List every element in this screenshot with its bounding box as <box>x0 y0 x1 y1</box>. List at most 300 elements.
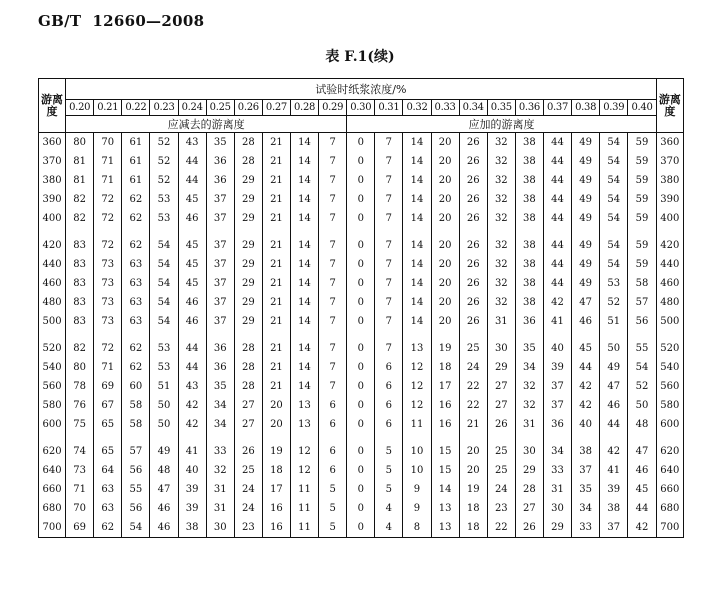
concentration-cell: 0.24 <box>178 100 206 116</box>
correction-value-cell: 14 <box>403 274 431 293</box>
correction-value-cell: 82 <box>66 209 94 228</box>
correction-value-cell: 44 <box>178 358 206 377</box>
correction-value-cell: 61 <box>122 133 150 153</box>
correction-value-cell: 21 <box>262 293 290 312</box>
correction-value-cell: 7 <box>375 236 403 255</box>
freeness-value-cell: 520 <box>39 339 66 358</box>
correction-value-cell: 5 <box>375 442 403 461</box>
freeness-value-cell: 620 <box>39 442 66 461</box>
table-row <box>39 480 684 499</box>
correction-value-cell: 7 <box>319 293 347 312</box>
correction-value-cell: 34 <box>206 415 234 434</box>
correction-value-cell: 27 <box>234 415 262 434</box>
correction-value-cell: 29 <box>234 171 262 190</box>
correction-value-cell: 57 <box>122 442 150 461</box>
concentration-cell: 0.28 <box>290 100 318 116</box>
correction-value-cell: 20 <box>431 293 459 312</box>
freeness-value-cell: 370 <box>656 152 683 171</box>
correction-value-cell: 45 <box>178 190 206 209</box>
correction-value-cell: 69 <box>94 377 122 396</box>
spacer-cell <box>290 228 318 236</box>
correction-value-cell: 19 <box>262 442 290 461</box>
correction-value-cell: 83 <box>66 255 94 274</box>
correction-value-cell: 42 <box>572 377 600 396</box>
spacer-cell <box>459 228 487 236</box>
table-row <box>39 499 684 518</box>
spacer-cell <box>290 434 318 442</box>
concentration-cell: 0.27 <box>262 100 290 116</box>
correction-value-cell: 0 <box>347 171 375 190</box>
correction-value-cell: 44 <box>178 339 206 358</box>
group-spacer <box>39 228 684 236</box>
correction-value-cell: 4 <box>375 499 403 518</box>
correction-value-cell: 42 <box>178 396 206 415</box>
correction-value-cell: 48 <box>150 461 178 480</box>
correction-value-cell: 36 <box>515 312 543 331</box>
correction-value-cell: 28 <box>234 358 262 377</box>
correction-value-cell: 52 <box>600 293 628 312</box>
correction-value-cell: 78 <box>66 377 94 396</box>
correction-value-cell: 54 <box>150 312 178 331</box>
table-body <box>39 133 684 538</box>
correction-value-cell: 56 <box>628 312 656 331</box>
spacer-cell <box>543 228 571 236</box>
correction-value-cell: 44 <box>543 152 571 171</box>
spacer-cell <box>122 331 150 339</box>
freeness-value-cell: 640 <box>656 461 683 480</box>
spacer-cell <box>487 331 515 339</box>
spacer-cell <box>515 434 543 442</box>
concentration-cell: 0.34 <box>459 100 487 116</box>
correction-value-cell: 7 <box>319 171 347 190</box>
correction-value-cell: 51 <box>600 312 628 331</box>
correction-value-cell: 31 <box>487 312 515 331</box>
spacer-cell <box>150 228 178 236</box>
correction-value-cell: 40 <box>543 339 571 358</box>
correction-value-cell: 19 <box>431 339 459 358</box>
correction-value-cell: 7 <box>319 190 347 209</box>
correction-value-cell: 46 <box>150 518 178 538</box>
correction-value-cell: 73 <box>94 255 122 274</box>
correction-value-cell: 7 <box>375 255 403 274</box>
correction-value-cell: 55 <box>628 339 656 358</box>
correction-value-cell: 37 <box>572 461 600 480</box>
correction-value-cell: 44 <box>543 209 571 228</box>
correction-value-cell: 14 <box>403 312 431 331</box>
correction-value-cell: 26 <box>459 293 487 312</box>
correction-value-cell: 37 <box>206 293 234 312</box>
correction-value-cell: 46 <box>600 396 628 415</box>
concentration-cell: 0.29 <box>319 100 347 116</box>
freeness-value-cell: 580 <box>39 396 66 415</box>
correction-value-cell: 49 <box>572 209 600 228</box>
correction-value-cell: 18 <box>262 461 290 480</box>
correction-value-cell: 50 <box>150 396 178 415</box>
correction-value-cell: 59 <box>628 133 656 153</box>
freeness-value-cell: 500 <box>39 312 66 331</box>
correction-value-cell: 14 <box>290 358 318 377</box>
correction-value-cell: 28 <box>234 377 262 396</box>
spacer-cell <box>234 228 262 236</box>
freeness-value-cell: 460 <box>39 274 66 293</box>
correction-value-cell: 50 <box>628 396 656 415</box>
concentration-cell: 0.39 <box>600 100 628 116</box>
correction-value-cell: 80 <box>66 133 94 153</box>
correction-value-cell: 18 <box>459 499 487 518</box>
correction-value-cell: 12 <box>290 442 318 461</box>
correction-value-cell: 72 <box>94 236 122 255</box>
correction-value-cell: 33 <box>206 442 234 461</box>
correction-value-cell: 22 <box>459 377 487 396</box>
correction-value-cell: 29 <box>234 274 262 293</box>
correction-value-cell: 22 <box>487 518 515 538</box>
correction-value-cell: 63 <box>122 312 150 331</box>
correction-value-cell: 21 <box>262 152 290 171</box>
correction-value-cell: 49 <box>572 236 600 255</box>
table-row <box>39 255 684 274</box>
freeness-value-cell: 380 <box>39 171 66 190</box>
correction-value-cell: 35 <box>515 339 543 358</box>
correction-value-cell: 59 <box>628 236 656 255</box>
correction-value-cell: 62 <box>122 236 150 255</box>
correction-value-cell: 14 <box>403 236 431 255</box>
correction-value-cell: 57 <box>628 293 656 312</box>
correction-value-cell: 32 <box>487 171 515 190</box>
group-spacer <box>39 434 684 442</box>
correction-value-cell: 0 <box>347 377 375 396</box>
correction-value-cell: 38 <box>515 152 543 171</box>
correction-value-cell: 29 <box>234 236 262 255</box>
correction-value-cell: 62 <box>122 190 150 209</box>
correction-value-cell: 20 <box>431 190 459 209</box>
correction-value-cell: 44 <box>178 152 206 171</box>
correction-value-cell: 26 <box>515 518 543 538</box>
freeness-value-cell: 400 <box>656 209 683 228</box>
concentration-cell: 0.23 <box>150 100 178 116</box>
spacer-cell <box>262 228 290 236</box>
correction-value-cell: 73 <box>94 274 122 293</box>
correction-value-cell: 62 <box>94 518 122 538</box>
correction-value-cell: 25 <box>487 461 515 480</box>
spacer-cell <box>122 434 150 442</box>
correction-value-cell: 27 <box>487 396 515 415</box>
concentration-cell: 0.38 <box>572 100 600 116</box>
correction-value-cell: 33 <box>543 461 571 480</box>
correction-value-cell: 46 <box>628 461 656 480</box>
correction-value-cell: 39 <box>178 499 206 518</box>
correction-value-cell: 54 <box>600 171 628 190</box>
correction-value-cell: 49 <box>600 358 628 377</box>
spacer-cell <box>515 228 543 236</box>
correction-value-cell: 45 <box>178 274 206 293</box>
spacer-cell <box>39 434 66 442</box>
correction-value-cell: 6 <box>319 396 347 415</box>
correction-value-cell: 52 <box>150 171 178 190</box>
correction-value-cell: 0 <box>347 518 375 538</box>
correction-value-cell: 25 <box>459 339 487 358</box>
correction-value-cell: 49 <box>572 152 600 171</box>
correction-value-cell: 30 <box>543 499 571 518</box>
correction-value-cell: 20 <box>459 461 487 480</box>
correction-value-cell: 32 <box>487 293 515 312</box>
table-row <box>39 518 684 538</box>
correction-value-cell: 31 <box>543 480 571 499</box>
spacer-cell <box>656 228 683 236</box>
correction-value-cell: 24 <box>234 499 262 518</box>
correction-value-cell: 36 <box>206 152 234 171</box>
correction-value-cell: 17 <box>431 377 459 396</box>
concentration-cell: 0.40 <box>628 100 656 116</box>
spacer-cell <box>600 434 628 442</box>
correction-value-cell: 70 <box>94 133 122 153</box>
spacer-cell <box>150 331 178 339</box>
correction-value-cell: 54 <box>150 255 178 274</box>
correction-value-cell: 26 <box>459 209 487 228</box>
freeness-value-cell: 640 <box>39 461 66 480</box>
correction-value-cell: 26 <box>459 255 487 274</box>
correction-value-cell: 28 <box>234 152 262 171</box>
freeness-value-cell: 660 <box>656 480 683 499</box>
correction-value-cell: 36 <box>206 171 234 190</box>
correction-value-cell: 10 <box>403 461 431 480</box>
correction-value-cell: 26 <box>459 152 487 171</box>
correction-value-cell: 38 <box>572 442 600 461</box>
correction-value-cell: 37 <box>543 396 571 415</box>
correction-value-cell: 44 <box>600 415 628 434</box>
correction-value-cell: 24 <box>487 480 515 499</box>
correction-value-cell: 55 <box>122 480 150 499</box>
spacer-cell <box>543 434 571 442</box>
concentration-cell: 0.20 <box>66 100 94 116</box>
correction-value-cell: 46 <box>178 293 206 312</box>
correction-value-cell: 7 <box>319 255 347 274</box>
correction-value-cell: 53 <box>600 274 628 293</box>
correction-value-cell: 16 <box>262 499 290 518</box>
correction-value-cell: 44 <box>543 255 571 274</box>
correction-value-cell: 6 <box>375 358 403 377</box>
correction-value-cell: 47 <box>572 293 600 312</box>
correction-value-cell: 21 <box>262 312 290 331</box>
correction-value-cell: 7 <box>319 152 347 171</box>
correction-value-cell: 26 <box>234 442 262 461</box>
correction-value-cell: 27 <box>515 499 543 518</box>
correction-value-cell: 65 <box>94 442 122 461</box>
correction-value-cell: 32 <box>487 190 515 209</box>
correction-value-cell: 41 <box>543 312 571 331</box>
correction-value-cell: 7 <box>319 358 347 377</box>
correction-value-cell: 76 <box>66 396 94 415</box>
correction-value-cell: 81 <box>66 171 94 190</box>
correction-value-cell: 54 <box>628 358 656 377</box>
spacer-cell <box>431 228 459 236</box>
correction-value-cell: 32 <box>515 377 543 396</box>
correction-value-cell: 62 <box>122 339 150 358</box>
spacer-cell <box>600 331 628 339</box>
freeness-value-cell: 520 <box>656 339 683 358</box>
correction-value-cell: 59 <box>628 255 656 274</box>
correction-value-cell: 28 <box>234 339 262 358</box>
correction-value-cell: 42 <box>543 293 571 312</box>
correction-value-cell: 23 <box>234 518 262 538</box>
spacer-cell <box>66 434 94 442</box>
correction-value-cell: 54 <box>150 236 178 255</box>
correction-value-cell: 14 <box>290 171 318 190</box>
table-row <box>39 274 684 293</box>
spacer-cell <box>656 331 683 339</box>
spacer-cell <box>656 434 683 442</box>
correction-value-cell: 20 <box>431 133 459 153</box>
table-row <box>39 396 684 415</box>
spacer-cell <box>347 434 375 442</box>
correction-value-cell: 12 <box>290 461 318 480</box>
freeness-value-cell: 600 <box>656 415 683 434</box>
correction-value-cell: 7 <box>319 274 347 293</box>
correction-value-cell: 26 <box>459 274 487 293</box>
spacer-cell <box>375 331 403 339</box>
correction-value-cell: 64 <box>94 461 122 480</box>
correction-value-cell: 38 <box>515 190 543 209</box>
correction-value-cell: 44 <box>628 499 656 518</box>
correction-value-cell: 34 <box>543 442 571 461</box>
correction-value-cell: 62 <box>122 358 150 377</box>
table-row <box>39 293 684 312</box>
table-row <box>39 190 684 209</box>
correction-value-cell: 21 <box>262 377 290 396</box>
correction-value-cell: 5 <box>319 480 347 499</box>
correction-value-cell: 39 <box>600 480 628 499</box>
freeness-header-left: 游离度 <box>39 79 66 133</box>
table-row <box>39 236 684 255</box>
spacer-cell <box>319 434 347 442</box>
spacer-cell <box>347 331 375 339</box>
correction-value-cell: 14 <box>290 293 318 312</box>
correction-value-cell: 46 <box>178 312 206 331</box>
correction-value-cell: 32 <box>487 255 515 274</box>
table-title: 表 F.1(续) <box>325 49 395 65</box>
correction-value-cell: 21 <box>262 133 290 153</box>
correction-value-cell: 83 <box>66 312 94 331</box>
freeness-value-cell: 460 <box>656 274 683 293</box>
correction-value-cell: 20 <box>431 152 459 171</box>
spacer-cell <box>431 331 459 339</box>
correction-value-cell: 73 <box>94 312 122 331</box>
correction-value-cell: 72 <box>94 209 122 228</box>
freeness-value-cell: 560 <box>656 377 683 396</box>
correction-value-cell: 15 <box>431 461 459 480</box>
concentration-cell: 0.32 <box>403 100 431 116</box>
correction-value-cell: 14 <box>431 480 459 499</box>
correction-value-cell: 32 <box>487 133 515 153</box>
correction-value-cell: 14 <box>403 190 431 209</box>
correction-value-cell: 38 <box>515 209 543 228</box>
correction-value-cell: 32 <box>487 152 515 171</box>
freeness-value-cell: 680 <box>656 499 683 518</box>
correction-value-cell: 38 <box>515 255 543 274</box>
correction-value-cell: 50 <box>600 339 628 358</box>
correction-value-cell: 6 <box>319 442 347 461</box>
correction-value-cell: 0 <box>347 312 375 331</box>
correction-value-cell: 32 <box>515 396 543 415</box>
correction-value-cell: 7 <box>375 312 403 331</box>
correction-value-cell: 44 <box>543 236 571 255</box>
spacer-cell <box>319 331 347 339</box>
correction-value-cell: 83 <box>66 293 94 312</box>
correction-value-cell: 37 <box>543 377 571 396</box>
freeness-value-cell: 620 <box>656 442 683 461</box>
correction-value-cell: 29 <box>234 255 262 274</box>
freeness-value-cell: 480 <box>39 293 66 312</box>
correction-value-cell: 35 <box>572 480 600 499</box>
correction-value-cell: 5 <box>319 499 347 518</box>
correction-value-cell: 42 <box>572 396 600 415</box>
correction-value-cell: 63 <box>94 480 122 499</box>
correction-value-cell: 32 <box>487 209 515 228</box>
spacer-cell <box>431 434 459 442</box>
concentration-cell: 0.33 <box>431 100 459 116</box>
correction-value-cell: 9 <box>403 480 431 499</box>
correction-value-cell: 26 <box>459 236 487 255</box>
correction-value-cell: 18 <box>431 358 459 377</box>
correction-value-cell: 20 <box>431 236 459 255</box>
correction-value-cell: 20 <box>262 396 290 415</box>
correction-value-cell: 63 <box>122 293 150 312</box>
spacer-cell <box>178 434 206 442</box>
freeness-value-cell: 390 <box>656 190 683 209</box>
correction-value-cell: 21 <box>262 339 290 358</box>
spacer-cell <box>347 228 375 236</box>
correction-value-cell: 38 <box>515 133 543 153</box>
correction-value-cell: 14 <box>290 377 318 396</box>
freeness-value-cell: 400 <box>39 209 66 228</box>
correction-value-cell: 80 <box>66 358 94 377</box>
concentration-header: 试验时纸浆浓度/% <box>66 79 657 100</box>
freeness-value-cell: 440 <box>656 255 683 274</box>
correction-value-cell: 51 <box>150 377 178 396</box>
correction-value-cell: 13 <box>290 396 318 415</box>
correction-value-cell: 41 <box>600 461 628 480</box>
spacer-cell <box>39 331 66 339</box>
freeness-value-cell: 660 <box>39 480 66 499</box>
correction-value-cell: 44 <box>543 190 571 209</box>
correction-value-cell: 21 <box>262 190 290 209</box>
correction-value-cell: 7 <box>319 236 347 255</box>
freeness-value-cell: 370 <box>39 152 66 171</box>
correction-value-cell: 29 <box>515 461 543 480</box>
correction-value-cell: 32 <box>487 274 515 293</box>
correction-value-cell: 0 <box>347 255 375 274</box>
correction-value-cell: 47 <box>628 442 656 461</box>
correction-value-cell: 24 <box>234 480 262 499</box>
correction-value-cell: 20 <box>431 255 459 274</box>
spacer-cell <box>122 228 150 236</box>
table-row <box>39 171 684 190</box>
correction-value-cell: 7 <box>319 133 347 153</box>
correction-value-cell: 14 <box>403 293 431 312</box>
correction-value-cell: 6 <box>375 415 403 434</box>
freeness-value-cell: 680 <box>39 499 66 518</box>
freeness-value-cell: 360 <box>39 133 66 153</box>
correction-value-cell: 36 <box>206 339 234 358</box>
correction-value-cell: 12 <box>403 358 431 377</box>
correction-value-cell: 38 <box>178 518 206 538</box>
freeness-header-right: 游离度 <box>656 79 683 133</box>
correction-value-cell: 54 <box>150 293 178 312</box>
correction-value-cell: 43 <box>178 133 206 153</box>
correction-value-cell: 9 <box>403 499 431 518</box>
correction-value-cell: 20 <box>262 415 290 434</box>
correction-value-cell: 7 <box>375 339 403 358</box>
concentration-cell: 0.31 <box>375 100 403 116</box>
